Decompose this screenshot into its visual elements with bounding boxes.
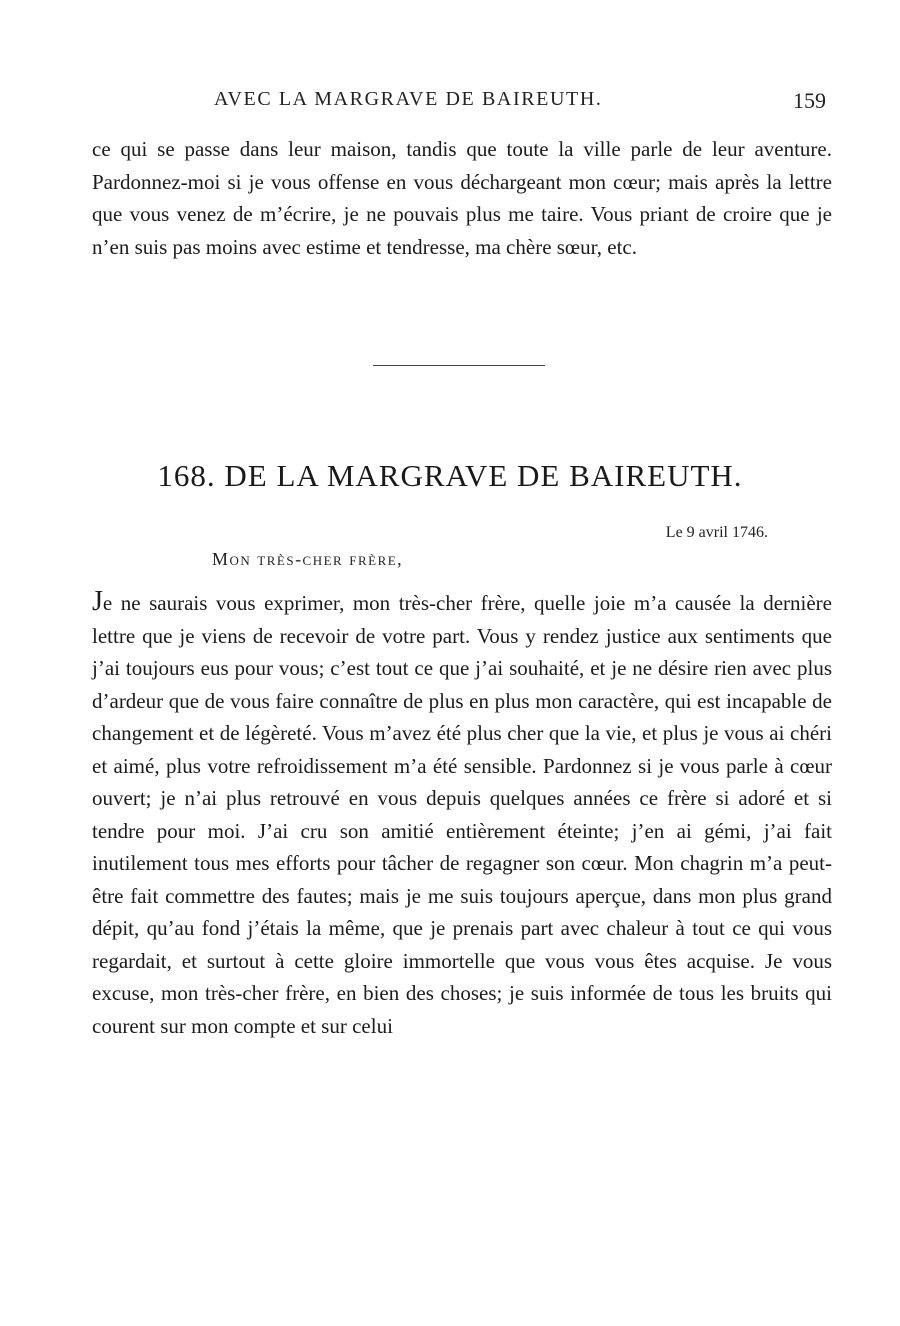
letter-body-text: e ne saurais vous exprimer, mon très-cher frère, quelle joie m’a causée la dernière lettre que je viens de recevoir de votre part. Vous y rendez justice aux sentiments que j’ai toujours eus pour vous; c’est tout ce que j’ai souhaité, et je ne désire rien avec plus d’ardeur que de vous faire connaître de plus en plus mon caractère, qui est incapable de changement et de légèreté. Vous m’avez été plus cher que la vie, et plus je vous ai chéri et aimé, plus votre refroidissement m’a été sensible. Pardonnez si je vous parle à cœur ouvert; je n’ai plus retrouvé en vous depuis quelques années ce frère si adoré et si tendre pour moi. J’ai cru son amitié entièrement éteinte; j’en ai gémi, j’ai fait inutilement tous mes efforts pour tâcher de regagner son cœur. Mon chagrin m’a peut-être fait commettre des fautes; mais je me suis toujours aperçue, dans mon plus grand dépit, qu’au fond j’étais la même, que je prenais part avec chaleur à tout ce qui vous regardait, et surtout à cette gloire immortelle que vous vous êtes acquise. Je vous excuse, mon très-cher frère, en bien des choses; je suis informée de tous les bruits qui courent sur mon compte et sur celui	[92, 591, 832, 1038]
previous-letter-continuation	[92, 133, 832, 263]
page-number: 159	[793, 88, 826, 113]
initial-letter: J	[92, 586, 103, 617]
section-divider-rule	[373, 365, 545, 366]
letter-salutation: Mon très-cher frère,	[212, 549, 404, 569]
letter-body	[92, 587, 832, 1042]
letter-heading: 168. DE LA MARGRAVE DE BAIREUTH.	[157, 458, 743, 493]
letter-body-paragraph	[92, 587, 832, 1042]
running-head-title: AVEC LA MARGRAVE DE BAIREUTH.	[214, 88, 603, 110]
continuation-paragraph: ce qui se passe dans leur maison, tandis que toute la ville parle de leur aventure. Pardonnez-moi si je vous offense en vous déchargeant mon cœur; mais après la lettre que vous venez de m’écrire, je ne pouvais plus me taire. Vous priant de croire que je n’en suis pas moins avec estime et tendresse, ma chère sœur, etc.	[92, 137, 832, 259]
letter-date: Le 9 avril 1746.	[665, 524, 768, 541]
